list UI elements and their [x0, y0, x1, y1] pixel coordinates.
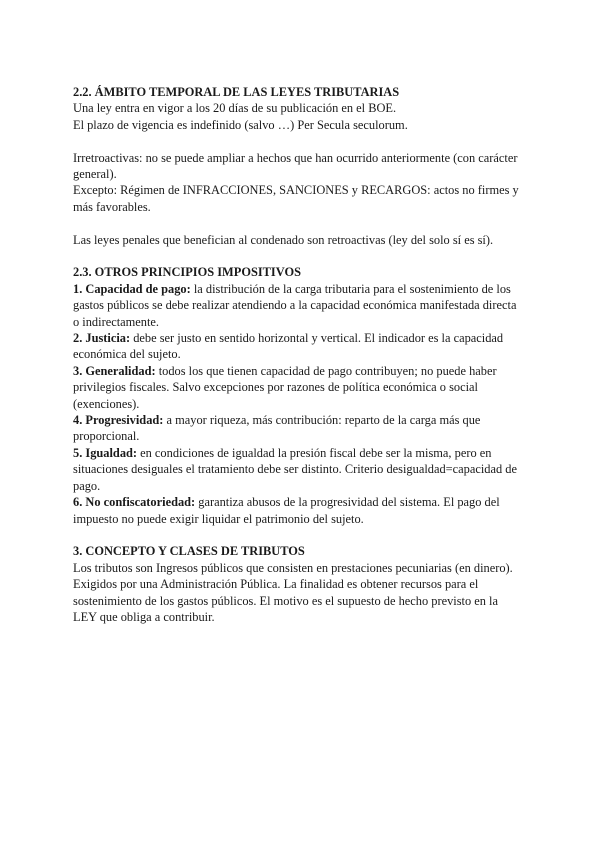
paragraph-concepto-tributos: Los tributos son Ingresos públicos que consisten en prestaciones pecuniarias (en dinero). Exigidos por una Administración Pública. La finalidad es obtener recursos para el sostenimiento de los gastos públicos. El motivo es el supuesto de hecho previsto en la LEY que obliga a contribuir. — [73, 560, 513, 624]
principle-text: todos los que tienen capacidad de pago contribuyen; no puede haber privilegios fiscales. Salvo excepciones por razones de política económica o social (exenciones). — [73, 363, 497, 411]
document-page — [73, 84, 523, 625]
heading-concepto-tributos: 3. CONCEPTO Y CLASES DE TRIBUTOS — [73, 544, 305, 559]
principle-label: 6. No confiscatoriedad: — [73, 495, 196, 510]
principle-item-no-confiscatoriedad — [73, 494, 523, 527]
principle-item-igualdad — [73, 445, 523, 494]
principle-text: a mayor riqueza, más contribución: reparto de la carga más que proporcional. — [73, 413, 481, 444]
principle-item-generalidad — [73, 363, 523, 412]
paragraph-leyes-penales: Las leyes penales que benefician al condenado son retroactivas (ley del solo sí es sí). — [73, 232, 494, 247]
principle-text: la distribución de la carga tributaria para el sostenimiento de los gastos públicos se debe realizar atendiendo a la capacidad económica manifestada directa o indirectamente. — [73, 281, 517, 329]
principle-label: 3. Generalidad: — [73, 363, 156, 378]
heading-ambito-temporal: 2.2. ÁMBITO TEMPORAL DE LAS LEYES TRIBUTARIAS — [73, 85, 400, 99]
paragraph-excepto: Excepto: Régimen de INFRACCIONES, SANCIONES y RECARGOS: actos no firmes y más favorables. — [73, 183, 519, 214]
principle-text: en condiciones de igualdad la presión fiscal debe ser la misma, pero en situaciones desiguales el tratamiento debe ser distinto. Criterio desigualdad=capacidad de pago. — [73, 445, 517, 493]
principle-text: garantiza abusos de la progresividad del sistema. El pago del impuesto no puede exigir liquidar el patrimonio del sujeto. — [73, 495, 500, 526]
principle-item-justicia — [73, 330, 523, 363]
paragraph-irretroactivas: Irretroactivas: no se puede ampliar a hechos que han ocurrido anteriormente (con carácter general). — [73, 150, 518, 182]
principle-item-capacidad-pago — [73, 281, 523, 330]
principle-text: debe ser justo en sentido horizontal y vertical. El indicador es la capacidad económica del sujeto. — [73, 331, 504, 362]
principle-label: 1. Capacidad de pago: — [73, 281, 191, 296]
paragraph-entrada-vigor: Una ley entra en vigor a los 20 días de su publicación en el BOE. — [73, 101, 397, 116]
principle-label: 4. Progresividad: — [73, 413, 164, 428]
heading-otros-principios: 2.3. OTROS PRINCIPIOS IMPOSITIVOS — [73, 265, 301, 280]
principle-label: 5. Igualdad: — [73, 445, 138, 460]
paragraph-plazo-vigencia: El plazo de vigencia es indefinido (salvo …) Per Secula seculorum. — [73, 117, 408, 132]
principle-label: 2. Justicia: — [73, 331, 131, 346]
principle-item-progresividad — [73, 412, 523, 445]
